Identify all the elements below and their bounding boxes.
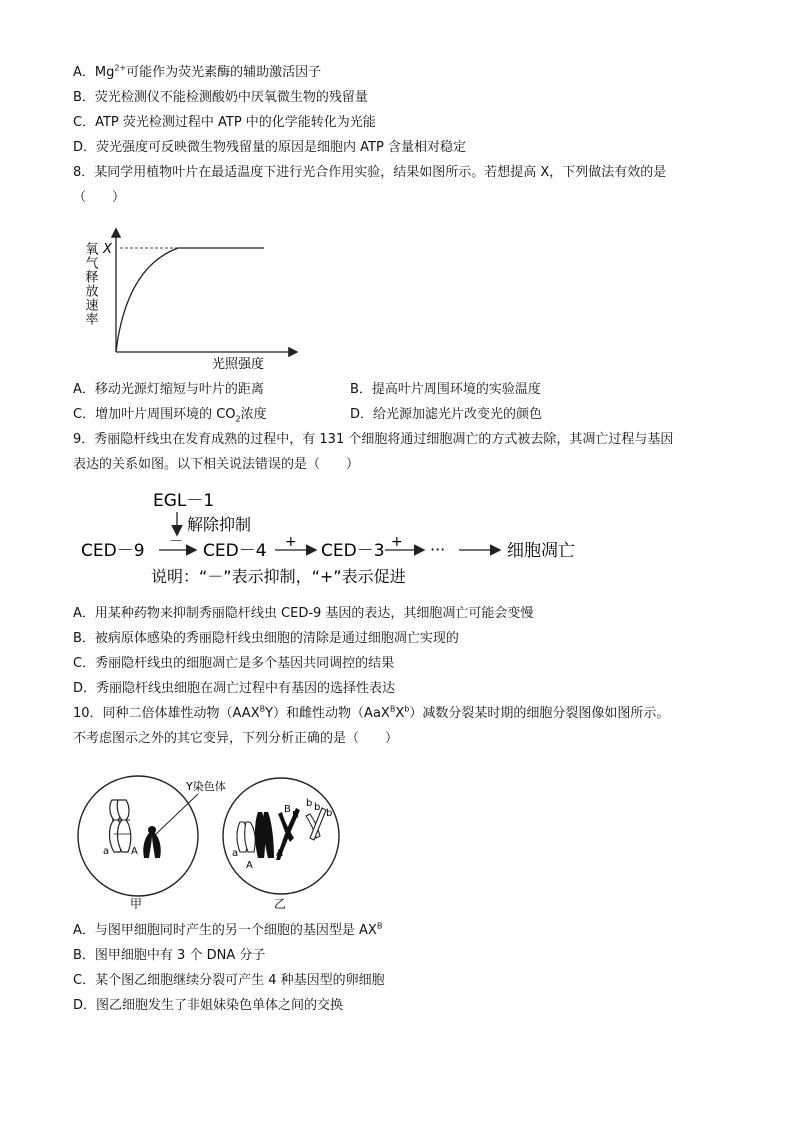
q7-option-a	[73, 64, 321, 82]
q9-option-a: A．用某种药物来抑制秀丽隐杆线虫 CED-9 基因的表达，其细胞凋亡可能会变慢	[73, 606, 534, 621]
cell-yi-label-b-1: b	[306, 798, 313, 809]
q8-option-c-sub: 2	[235, 414, 241, 424]
cell-jia-label-A: A	[131, 846, 138, 857]
cell-yi-label-b-3: b	[326, 808, 333, 819]
q8-option-c-text2: 浓度	[240, 407, 267, 422]
q10-stem-part1: 10．同种二倍体雄性动物（AAX	[73, 706, 260, 721]
q9-stem-line2: 表达的关系如图。以下相关说法错误的是（ ）	[73, 457, 360, 472]
q10-cell-figure	[70, 772, 360, 910]
q8-stem-line1: 8．某同学用植物叶片在最适温度下进行光合作用实验，结果如图所示。若想提高 X，下列做法有效的是	[73, 165, 667, 180]
q8-stem-line2: （ ）	[73, 190, 126, 205]
cell-yi-label-B-2: B	[292, 810, 299, 821]
cell-yi-caption: 乙	[274, 897, 287, 910]
q10-option-a-sup: B	[376, 921, 383, 931]
y-label-pointer	[156, 794, 198, 834]
q9-pathway-diagram	[75, 486, 635, 590]
q9-note: 说明：“－”表示抑制，“+”表示促进	[151, 567, 406, 586]
q10-option-a	[73, 922, 382, 940]
q9-ced9: CED－9	[81, 541, 145, 561]
cell-yi-label-B-1: B	[284, 804, 291, 815]
cell-jia-caption: 甲	[130, 897, 143, 910]
q8-option-b: B．提高叶片周围环境的实验温度	[350, 382, 541, 397]
q8-graph	[70, 222, 310, 372]
q10-option-d: D．图乙细胞发生了非姐妹染色单体之间的交换	[73, 998, 344, 1013]
q10-option-c: C．某个图乙细胞继续分裂可产生 4 种基因型的卵细胞	[73, 973, 385, 988]
q9-plus-sign-1: +	[285, 534, 297, 550]
q8-option-c	[73, 406, 267, 424]
cell-jia-chromosome-aa	[110, 800, 131, 852]
q10-stem-line1	[73, 705, 669, 723]
q9-result: 细胞凋亡	[507, 541, 575, 561]
q8-option-c-text: C．增加叶片周围环境的 CO	[73, 407, 236, 422]
cell-yi-label-A-2: A	[276, 848, 283, 859]
q8-curve	[116, 248, 264, 352]
q7-option-d: D．荧光强度可反映微生物残留量的原因是细胞内 ATP 含量相对稳定	[73, 140, 466, 155]
q10-stem-sup3: b	[404, 704, 410, 714]
q9-release-label: 解除抑制	[187, 515, 252, 534]
q9-egl1: EGL－1	[153, 491, 215, 511]
cell-yi-label-b-2: b	[314, 802, 321, 813]
q10-stem-part2: Y）和雌性动物（AaX	[265, 706, 390, 721]
q7-option-c: C．ATP 荧光检测过程中 ATP 中的化学能转化为光能	[73, 115, 376, 130]
q10-option-a-text: A．与图甲细胞同时产生的另一个细胞的基因型是 AX	[73, 923, 377, 938]
q9-option-b: B．被病原体感染的秀丽隐杆线虫细胞的清除是通过细胞凋亡实现的	[73, 631, 459, 646]
q8-ylabel: 氧气释放速率	[82, 242, 98, 326]
q9-stem-line1: 9．秀丽隐杆线虫在发育成熟的过程中，有 131 个细胞将通过细胞凋亡的方式被去除，其凋亡过程与基因	[73, 432, 674, 447]
q8-xlabel: 光照强度	[212, 357, 265, 372]
q9-plus-sign-2: +	[391, 534, 403, 550]
q7-option-b: B．荧光检测仪不能检测酸奶中厌氧微生物的残留量	[73, 90, 368, 105]
q9-option-c: C．秀丽隐杆线虫的细胞凋亡是多个基因共同调控的结果	[73, 656, 395, 671]
q10-stem-part4: ）减数分裂某时期的细胞分裂图像如图所示。	[409, 706, 670, 721]
q7-option-a-text2: 可能作为荧光素酶的辅助激活因子	[126, 65, 322, 80]
cell-jia-membrane	[78, 776, 198, 896]
cell-jia-label-a: a	[103, 846, 110, 857]
cell-jia-y-chromosome	[143, 826, 161, 858]
q10-stem-sup1: B	[259, 704, 266, 714]
q9-ced4: CED－4	[203, 541, 267, 561]
y-chromosome-label: Y染色体	[186, 780, 226, 793]
cell-yi-chromosome-open-1	[237, 822, 255, 852]
cell-yi-chromosome-black-1	[255, 812, 274, 858]
q10-option-b: B．图甲细胞中有 3 个 DNA 分子	[73, 948, 266, 963]
q8-x-mark: X	[103, 242, 112, 257]
q8-option-d: D．给光源加滤光片改变光的颜色	[350, 407, 543, 422]
q9-dots: ···	[430, 540, 446, 559]
q7-option-a-text: A．Mg	[73, 65, 115, 80]
q9-minus-sign: －	[169, 534, 183, 550]
q9-option-d: D．秀丽隐杆线虫细胞在凋亡过程中有基因的选择性表达	[73, 681, 396, 696]
q10-stem-line2: 不考虑图示之外的其它变异，下列分析正确的是（ ）	[73, 731, 399, 746]
q10-stem-sup2: B	[389, 704, 396, 714]
q9-ced3: CED－3	[321, 541, 385, 561]
cell-yi-label-a: a	[232, 848, 239, 859]
q8-option-a: A．移动光源灯缩短与叶片的距离	[73, 382, 264, 397]
q7-option-a-sup: 2+	[114, 63, 127, 73]
cell-yi-label-A-1: A	[246, 860, 253, 871]
q10-stem-part3: X	[395, 706, 405, 721]
